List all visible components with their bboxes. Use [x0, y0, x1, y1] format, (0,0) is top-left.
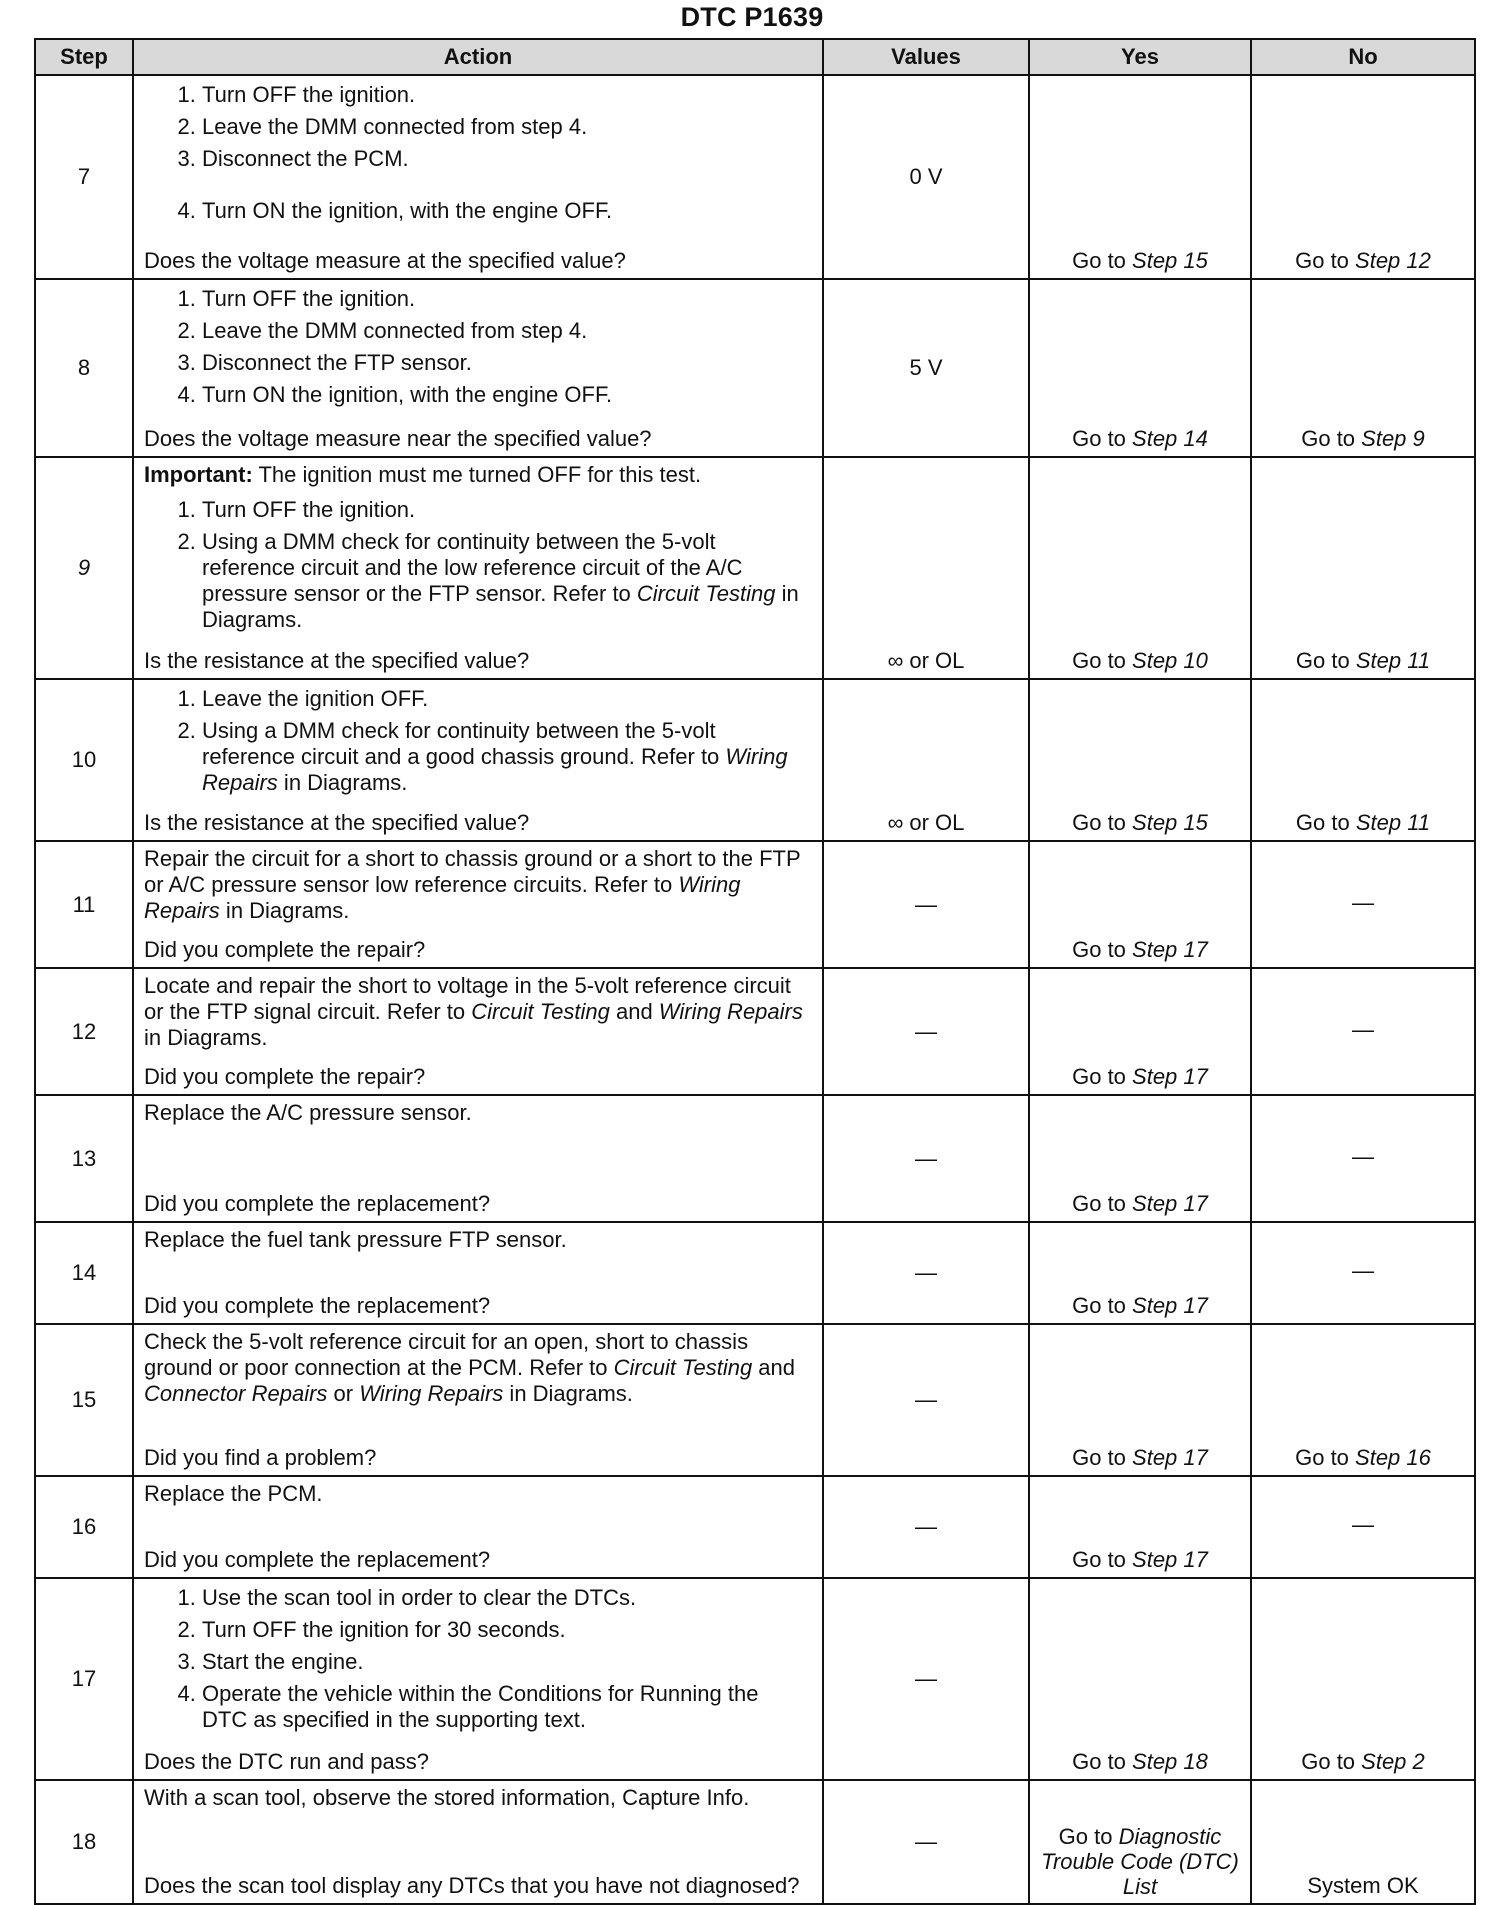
- step-number: 17: [35, 1578, 133, 1780]
- value-cell: ∞ or OL: [823, 679, 1029, 841]
- action-step: 1. Turn OFF the ignition.: [202, 82, 808, 108]
- action-step: 1. Turn OFF the ignition.: [202, 286, 808, 312]
- yes-step-ref: Step 17: [1132, 1191, 1208, 1216]
- no-step-ref: Step 2: [1361, 1749, 1425, 1774]
- action-cell: [133, 457, 823, 679]
- no-cell: —: [1251, 1095, 1475, 1222]
- yes-step-ref: Step 17: [1132, 1293, 1208, 1318]
- action-text: [144, 1329, 808, 1407]
- value-cell: —: [823, 1324, 1029, 1476]
- no-cell: —: [1251, 968, 1475, 1095]
- header-no: No: [1251, 39, 1475, 75]
- value-cell: —: [823, 1476, 1029, 1578]
- reference-link[interactable]: Wiring Repairs: [202, 744, 788, 795]
- action-text-body: Locate and repair the short to voltage in the 5-volt reference circuit or the FTP signal circuit. Refer to: [144, 973, 791, 1024]
- action-step: 2. Leave the DMM connected from step 4.: [202, 114, 808, 140]
- step-number: 13: [35, 1095, 133, 1222]
- action-question: Did you find a problem?: [144, 1445, 377, 1470]
- step-text: Using a DMM check for continuity between the 5-volt reference circuit and a good chassis ground. Refer to: [202, 718, 726, 769]
- action-question: Did you complete the repair?: [144, 937, 426, 962]
- no-cell: [1251, 1324, 1475, 1476]
- value-cell: 0 V: [823, 75, 1029, 279]
- no-step-ref: Step 12: [1355, 248, 1431, 273]
- action-text: Replace the A/C pressure sensor.: [144, 1100, 472, 1125]
- value-cell: —: [823, 1780, 1029, 1904]
- table-row: [35, 841, 1475, 968]
- header-step: Step: [35, 39, 133, 75]
- table-row: [35, 279, 1475, 457]
- no-step-ref: Step 11: [1355, 648, 1431, 673]
- action-question: Did you complete the repair?: [144, 1064, 426, 1089]
- yes-cell: [1029, 1222, 1251, 1324]
- no-prefix: Go to: [1295, 648, 1356, 673]
- yes-prefix: Go to: [1072, 937, 1133, 962]
- yes-prefix: Go to: [1072, 1191, 1133, 1216]
- reference-link[interactable]: Circuit Testing: [471, 999, 610, 1024]
- step-text: Using a DMM check for continuity between the 5-volt reference circuit and the low reference circuit of the A/C pressure sensor or the FTP sensor. Refer to: [202, 529, 743, 606]
- step-number: 14: [35, 1222, 133, 1324]
- yes-step-ref: Step 15: [1132, 810, 1208, 835]
- action-cell: [133, 968, 823, 1095]
- step-number: 11: [35, 841, 133, 968]
- no-cell: —: [1251, 1222, 1475, 1324]
- no-cell: [1251, 279, 1475, 457]
- table-row: [35, 75, 1475, 279]
- yes-prefix: Go to: [1058, 1824, 1119, 1849]
- table-row: [35, 1578, 1475, 1780]
- no-cell: —: [1251, 841, 1475, 968]
- action-cell: [133, 841, 823, 968]
- action-step: 1. Leave the ignition OFF.: [202, 686, 808, 712]
- yes-prefix: Go to: [1072, 810, 1133, 835]
- yes-step-ref: Step 17: [1132, 1445, 1208, 1470]
- action-text: [144, 846, 808, 924]
- action-step: 3. Disconnect the FTP sensor.: [202, 350, 808, 376]
- action-cell: [133, 1476, 823, 1578]
- no-step-ref: Step 9: [1361, 426, 1425, 451]
- yes-prefix: Go to: [1072, 1064, 1133, 1089]
- action-steps: [144, 284, 808, 414]
- action-question: Did you complete the replacement?: [144, 1547, 491, 1572]
- action-text-body: Check the 5-volt reference circuit for an open, short to chassis ground or poor connection at the PCM. Refer to: [144, 1329, 749, 1380]
- action-step: 1. Turn OFF the ignition.: [202, 497, 808, 523]
- reference-link[interactable]: Circuit Testing: [613, 1355, 753, 1380]
- step-number: 18: [35, 1780, 133, 1904]
- no-cell: System OK: [1251, 1780, 1475, 1904]
- action-question: Does the scan tool display any DTCs that you have not diagnosed?: [144, 1873, 800, 1898]
- yes-cell: [1029, 1476, 1251, 1578]
- table-row: [35, 968, 1475, 1095]
- action-steps: [144, 80, 808, 230]
- no-cell: [1251, 457, 1475, 679]
- diagnostic-table: [34, 38, 1476, 1905]
- step-number: 7: [35, 75, 133, 279]
- table-row: [35, 679, 1475, 841]
- important-note: [144, 462, 808, 488]
- action-text: With a scan tool, observe the stored information, Capture Info.: [144, 1785, 750, 1810]
- reference-link[interactable]: Wiring Repairs: [658, 999, 803, 1024]
- no-prefix: Go to: [1301, 1749, 1362, 1774]
- yes-step-ref: Step 10: [1132, 648, 1208, 673]
- action-step: 3. Start the engine.: [202, 1649, 808, 1675]
- step-text-tail: in Diagrams.: [277, 770, 408, 795]
- yes-step-ref: Step 17: [1132, 1064, 1208, 1089]
- action-cell: [133, 1222, 823, 1324]
- action-question: Is the resistance at the specified value?: [144, 648, 530, 673]
- yes-prefix: Go to: [1072, 248, 1133, 273]
- no-prefix: Go to: [1295, 1445, 1356, 1470]
- action-steps: [144, 495, 808, 639]
- reference-link[interactable]: Connector Repairs: [144, 1381, 328, 1406]
- action-step: 1. Use the scan tool in order to clear the DTCs.: [202, 1585, 808, 1611]
- no-prefix: Go to: [1301, 426, 1362, 451]
- no-prefix: Go to: [1295, 810, 1356, 835]
- reference-link[interactable]: Wiring Repairs: [359, 1381, 504, 1406]
- action-text: [144, 973, 808, 1051]
- yes-cell: [1029, 679, 1251, 841]
- action-question: Did you complete the replacement?: [144, 1191, 491, 1216]
- step-number: 15: [35, 1324, 133, 1476]
- action-text-tail: in Diagrams.: [219, 898, 350, 923]
- yes-cell: [1029, 75, 1251, 279]
- yes-step-ref: Step 15: [1132, 248, 1208, 273]
- reference-link[interactable]: Wiring Repairs: [144, 872, 741, 923]
- action-text-mid: and: [752, 1355, 796, 1380]
- action-step: 4. Turn ON the ignition, with the engine OFF.: [202, 382, 808, 408]
- yes-step-ref: Step 17: [1132, 937, 1208, 962]
- step-number: 16: [35, 1476, 133, 1578]
- action-question: Is the resistance at the specified value?: [144, 810, 530, 835]
- no-step-ref: Step 16: [1355, 1445, 1431, 1470]
- step-number: 10: [35, 679, 133, 841]
- yes-step-ref: Step 14: [1132, 426, 1208, 451]
- table-row: [35, 1780, 1475, 1904]
- action-step: 2. Leave the DMM connected from step 4.: [202, 318, 808, 344]
- yes-step-ref: Step 18: [1132, 1749, 1208, 1774]
- action-cell: [133, 679, 823, 841]
- table-row: [35, 1324, 1475, 1476]
- step-number: 8: [35, 279, 133, 457]
- action-question: Did you complete the replacement?: [144, 1293, 491, 1318]
- no-cell: [1251, 1578, 1475, 1780]
- no-prefix: Go to: [1295, 248, 1356, 273]
- yes-cell: [1029, 457, 1251, 679]
- value-cell: —: [823, 1578, 1029, 1780]
- yes-cell: [1029, 279, 1251, 457]
- action-steps: [144, 684, 808, 802]
- yes-step-ref: Diagnostic Trouble Code (DTC) List: [1041, 1824, 1239, 1899]
- yes-prefix: Go to: [1072, 1547, 1133, 1572]
- yes-cell: [1029, 1780, 1251, 1904]
- action-text-tail: in Diagrams.: [144, 1025, 268, 1050]
- no-step-ref: Step 11: [1355, 810, 1431, 835]
- table-row: [35, 457, 1475, 679]
- important-label: Important:: [144, 462, 253, 487]
- value-cell: —: [823, 1222, 1029, 1324]
- action-text: Replace the fuel tank pressure FTP sensor.: [144, 1227, 567, 1252]
- action-cell: [133, 1095, 823, 1222]
- no-cell: —: [1251, 1476, 1475, 1578]
- action-step: 2. Turn OFF the ignition for 30 seconds.: [202, 1617, 808, 1643]
- action-question: Does the DTC run and pass?: [144, 1749, 429, 1774]
- header-action: Action: [133, 39, 823, 75]
- table-row: [35, 1095, 1475, 1222]
- action-cell: [133, 1780, 823, 1904]
- table-row: [35, 1476, 1475, 1578]
- action-cell: [133, 1324, 823, 1476]
- yes-prefix: Go to: [1072, 1445, 1133, 1470]
- action-question: Does the voltage measure near the specified value?: [144, 426, 652, 451]
- step-number: 12: [35, 968, 133, 1095]
- value-cell: ∞ or OL: [823, 457, 1029, 679]
- action-step: 4. Operate the vehicle within the Conditions for Running the DTC as specified in the supporting text.: [202, 1681, 808, 1733]
- header-values: Values: [823, 39, 1029, 75]
- important-text: The ignition must me turned OFF for this test.: [252, 462, 702, 487]
- step-number: 9: [35, 457, 133, 679]
- page-title: DTC P1639: [680, 2, 824, 32]
- yes-cell: [1029, 1324, 1251, 1476]
- no-cell: [1251, 75, 1475, 279]
- action-cell: [133, 75, 823, 279]
- action-step: [202, 718, 808, 796]
- value-cell: —: [823, 1095, 1029, 1222]
- action-step: 4. Turn ON the ignition, with the engine OFF.: [202, 198, 808, 224]
- table-row: [35, 1222, 1475, 1324]
- action-step: [202, 529, 808, 633]
- yes-cell: [1029, 841, 1251, 968]
- action-text: Replace the PCM.: [144, 1481, 323, 1506]
- reference-link[interactable]: Circuit Testing: [636, 581, 776, 606]
- action-text-tail: in Diagrams.: [503, 1381, 633, 1406]
- yes-prefix: Go to: [1072, 426, 1133, 451]
- action-step: 3. Disconnect the PCM.: [202, 146, 808, 172]
- yes-prefix: Go to: [1072, 1293, 1133, 1318]
- value-cell: 5 V: [823, 279, 1029, 457]
- action-question: Does the voltage measure at the specified value?: [144, 248, 626, 273]
- action-text-mid2: or: [327, 1381, 360, 1406]
- yes-cell: [1029, 1578, 1251, 1780]
- header-yes: Yes: [1029, 39, 1251, 75]
- no-cell: [1251, 679, 1475, 841]
- action-cell: [133, 279, 823, 457]
- value-cell: —: [823, 968, 1029, 1095]
- yes-step-ref: Step 17: [1132, 1547, 1208, 1572]
- yes-cell: [1029, 1095, 1251, 1222]
- step-text-tail: in Diagrams.: [202, 581, 799, 632]
- yes-prefix: Go to: [1072, 1749, 1133, 1774]
- action-text-mid: and: [609, 999, 659, 1024]
- value-cell: —: [823, 841, 1029, 968]
- action-cell: [133, 1578, 823, 1780]
- yes-cell: [1029, 968, 1251, 1095]
- action-steps: [144, 1583, 808, 1739]
- yes-prefix: Go to: [1072, 648, 1133, 673]
- action-text-body: Repair the circuit for a short to chassis ground or a short to the FTP or A/C pressure sensor low reference circuits. Refer to: [144, 846, 801, 897]
- table-header-row: [35, 39, 1475, 75]
